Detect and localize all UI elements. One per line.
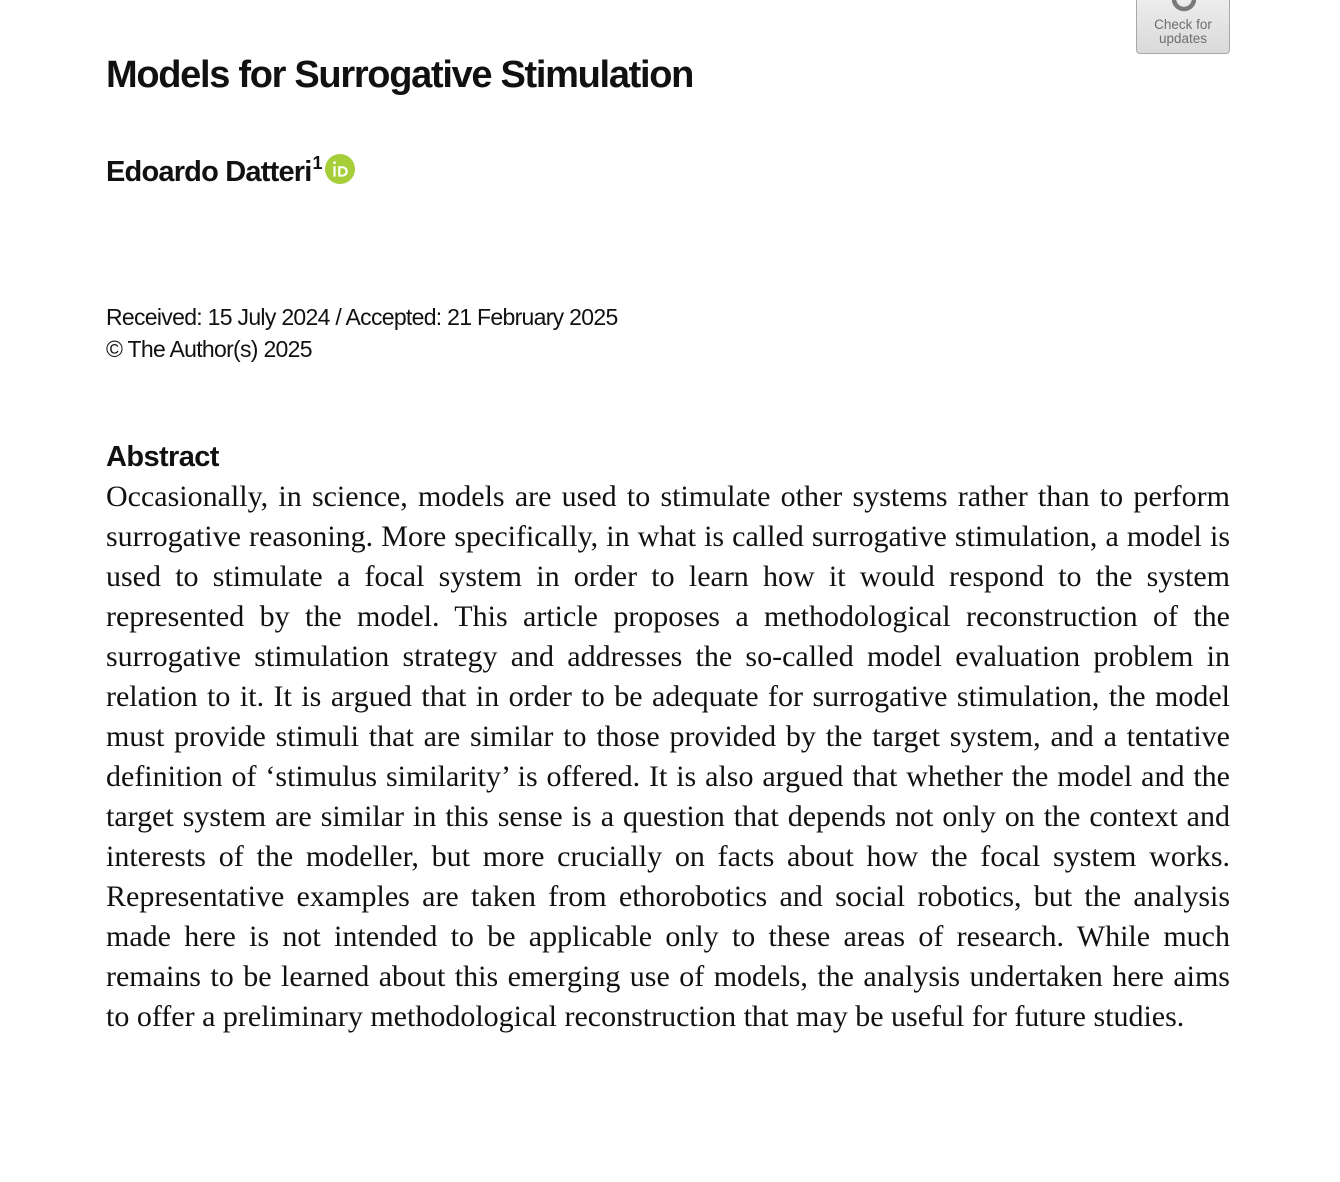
- orcid-icon[interactable]: [325, 154, 355, 184]
- author-name: Edoardo Datteri: [106, 156, 312, 188]
- affiliation-mark: 1: [312, 153, 323, 173]
- abstract-text: Occasionally, in science, models are used to stimulate other systems rather than to perform surrogative reasoning. More specifically, in what is called surrogative stimulation, a model is used to stimulate a focal system in order to learn how it would respond to the system represented by the model. This article proposes a methodological reconstruction of the surrogative stimulation strategy and addresses the so-called model evaluation problem in relation to it. It is argued that in order to be adequate for surrogative stimulation, the model must provide stimuli that are similar to those provided by the target system, and a tentative definition of ‘stimulus similarity’ is offered. It is also argued that whether the model and the target system are similar in this sense is a question that depends not only on the context and interests of the modeller, but more crucially on facts about how the focal system works. Representative examples are taken from ethorobotics and social robotics, but the analysis made here is not intended to be applicable only to these areas of research. While much remains to be learned about this emerging use of models, the analysis undertaken here aims to offer a preliminary methodological reconstruction that may be useful for future studies.: [106, 480, 1230, 1033]
- received-accepted-dates: Received: 15 July 2024 / Accepted: 21 February 2025: [106, 304, 618, 330]
- article-title: Models for Surrogative Stimulation: [106, 54, 694, 96]
- check-for-updates-badge[interactable]: [1136, 0, 1230, 54]
- check-for-updates-label: Check for updates: [1154, 17, 1212, 46]
- article-meta: [106, 301, 618, 365]
- copyright-notice: © The Author(s) 2025: [106, 336, 312, 362]
- author-line: [106, 152, 355, 192]
- abstract-heading: Abstract: [106, 441, 219, 473]
- check-for-updates-icon: [1171, 0, 1197, 12]
